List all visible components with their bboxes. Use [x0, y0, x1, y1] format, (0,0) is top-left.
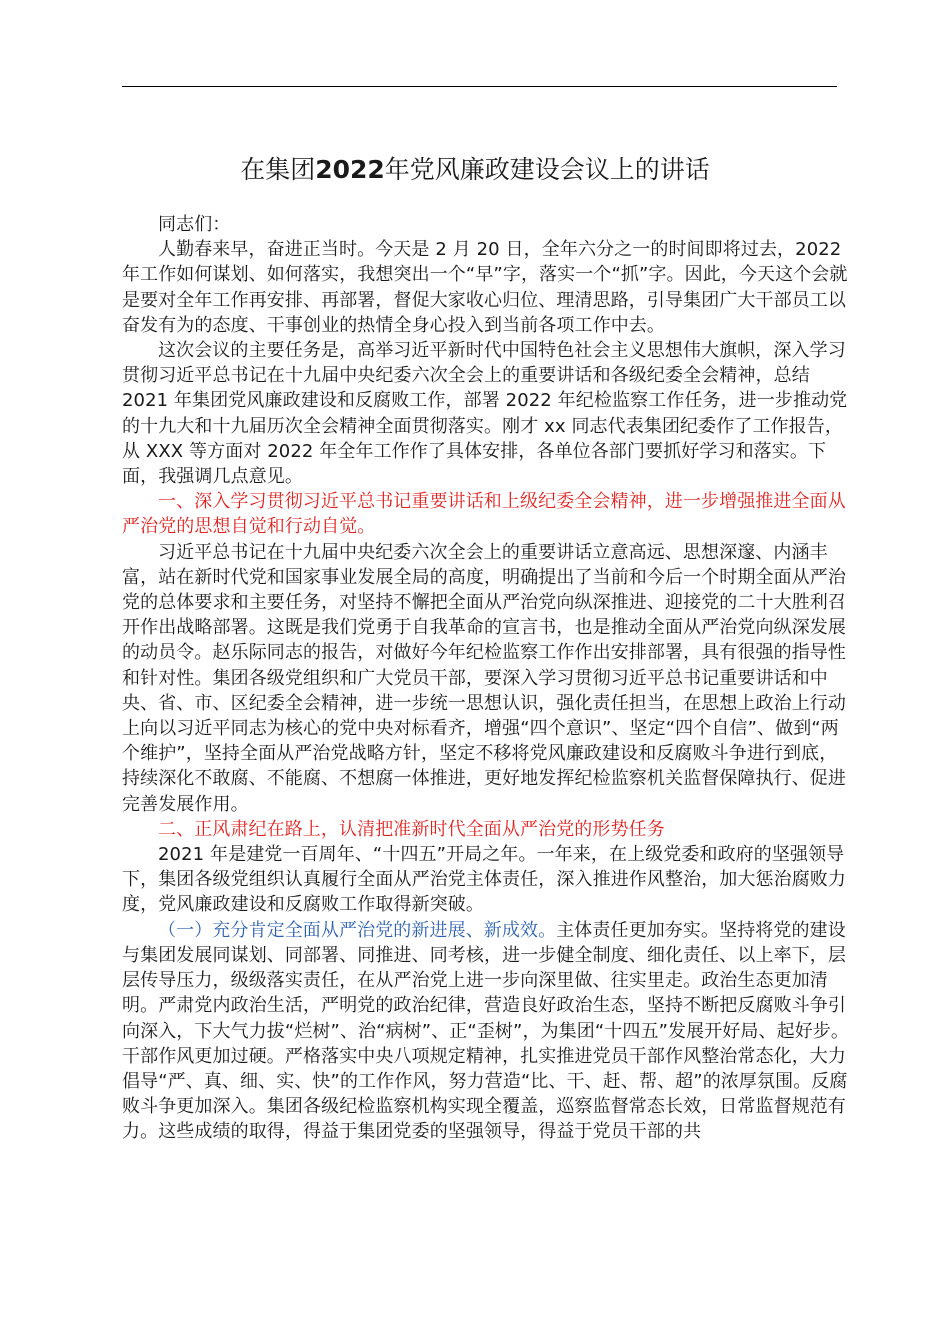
paragraph	[122, 918, 850, 1145]
paragraph: 2021 年是建党一百周年、“十四五”开局之年。一年来，在上级党委和政府的坚强领导下，集团各级党组织认真履行全面从严治党主体责任，深入推进作风整治，加大惩治腐败力度，党风廉政建设和反腐败工作取得新突破。	[122, 844, 846, 916]
section-heading: 二、正风肃纪在路上，认清把准新时代全面从严治党的形势任务	[158, 818, 665, 840]
paragraph: 人勤春来早，奋进正当时。今天是 2 月 20 日，全年六分之一的时间即将过去，2022 年工作如何谋划、如何落实，我想突出一个“早”字，落实一个“抓”字。因此，今天这个会就是要对全年工作再安排、再部署，督促大家收心归位、理清思路，引导集团广大干部员工以奋发有为的态度、干事创业的热情全身心投入到当前各项工作中去。	[122, 239, 848, 336]
header-rule	[122, 86, 837, 87]
section-heading: 一、深入学习贯彻习近平总书记重要讲话和上级纪委全会精神，进一步增强推进全面从严治党的思想自觉和行动自觉。	[122, 491, 846, 538]
title-year: 2022	[315, 155, 385, 184]
salutation: 同志们：	[158, 214, 231, 235]
document-title	[0, 152, 950, 188]
title-suffix: 年党风廉政建设会议上的讲话	[384, 155, 710, 184]
subsection-heading: （一）充分肯定全面从严治党的新进展、新成效。	[158, 919, 557, 941]
title-prefix: 在集团	[240, 155, 316, 184]
paragraph: 这次会议的主要任务是，高举习近平新时代中国特色社会主义思想伟大旗帜，深入学习贯彻习近平总书记在十九届中央纪委六次全会上的重要讲话和各级纪委全会精神，总结 2021 年集团党风廉政建设和反腐败工作，部署 2022 年纪检监察工作任务，进一步推动党的十九大和十九届历次全会精神全面贯彻落实。刚才 xx 同志代表集团纪委作了工作报告，从 XXX 等方面对 2022 年全年工作作了具体安排，各单位各部门要抓好学习和落实。下面，我强调几点意见。	[122, 340, 848, 488]
paragraph: 习近平总书记在十九届中央纪委六次全会上的重要讲话立意高远、思想深邃、内涵丰富，站在新时代党和国家事业发展全局的高度，明确提出了当前和今后一个时期全面从严治党的总体要求和主要任务，对坚持不懈把全面从严治党向纵深推进、迎接党的二十大胜利召开作出战略部署。这既是我们党勇于自我革命的宣言书，也是推动全面从严治党向纵深发展的动员令。赵乐际同志的报告，对做好今年纪检监察工作作出安排部署，具有很强的指导性和针对性。集团各级党组织和广大党员干部，要深入学习贯彻习近平总书记重要讲话和中央、省、市、区纪委全会精神，进一步统一思想认识，强化责任担当，在思想上政治上行动上向以习近平同志为核心的党中央对标看齐，增强“四个意识”、坚定“四个自信”、做到“两个维护”，坚持全面从严治党战略方针，坚定不移将党风廉政建设和反腐败斗争进行到底，持续深化不敢腐、不能腐、不想腐一体推进，更好地发挥纪检监察机关监督保障执行、促进完善发展作用。	[122, 541, 846, 815]
document-body	[122, 212, 850, 1145]
paragraph-text: 主体责任更加夯实。坚持将党的建设与集团发展同谋划、同部署、同推进、同考核，进一步健全制度、细化责任、以上率下，层层传导压力，级级落实责任，在从严治党上进一步向深里做、往实里走。政治生态更加清明。严肃党内政治生活，严明党的政治纪律，营造良好政治生态，坚持不断把反腐败斗争引向深入，下大气力拔“烂树”、治“病树”、正“歪树”，为集团“十四五”发展开好局、起好步。干部作风更加过硬。严格落实中央八项规定精神，扎实推进党员干部作风整治常态化，大力倡导“严、真、细、实、快”的工作作风，努力营造“比、干、赶、帮、超”的浓厚氛围。反腐败斗争更加深入。集团各级纪检监察机构实现全覆盖，巡察监督常态长效，日常监督规范有力。这些成绩的取得，得益于集团党委的坚强领导，得益于党员干部的共	[122, 919, 849, 1143]
